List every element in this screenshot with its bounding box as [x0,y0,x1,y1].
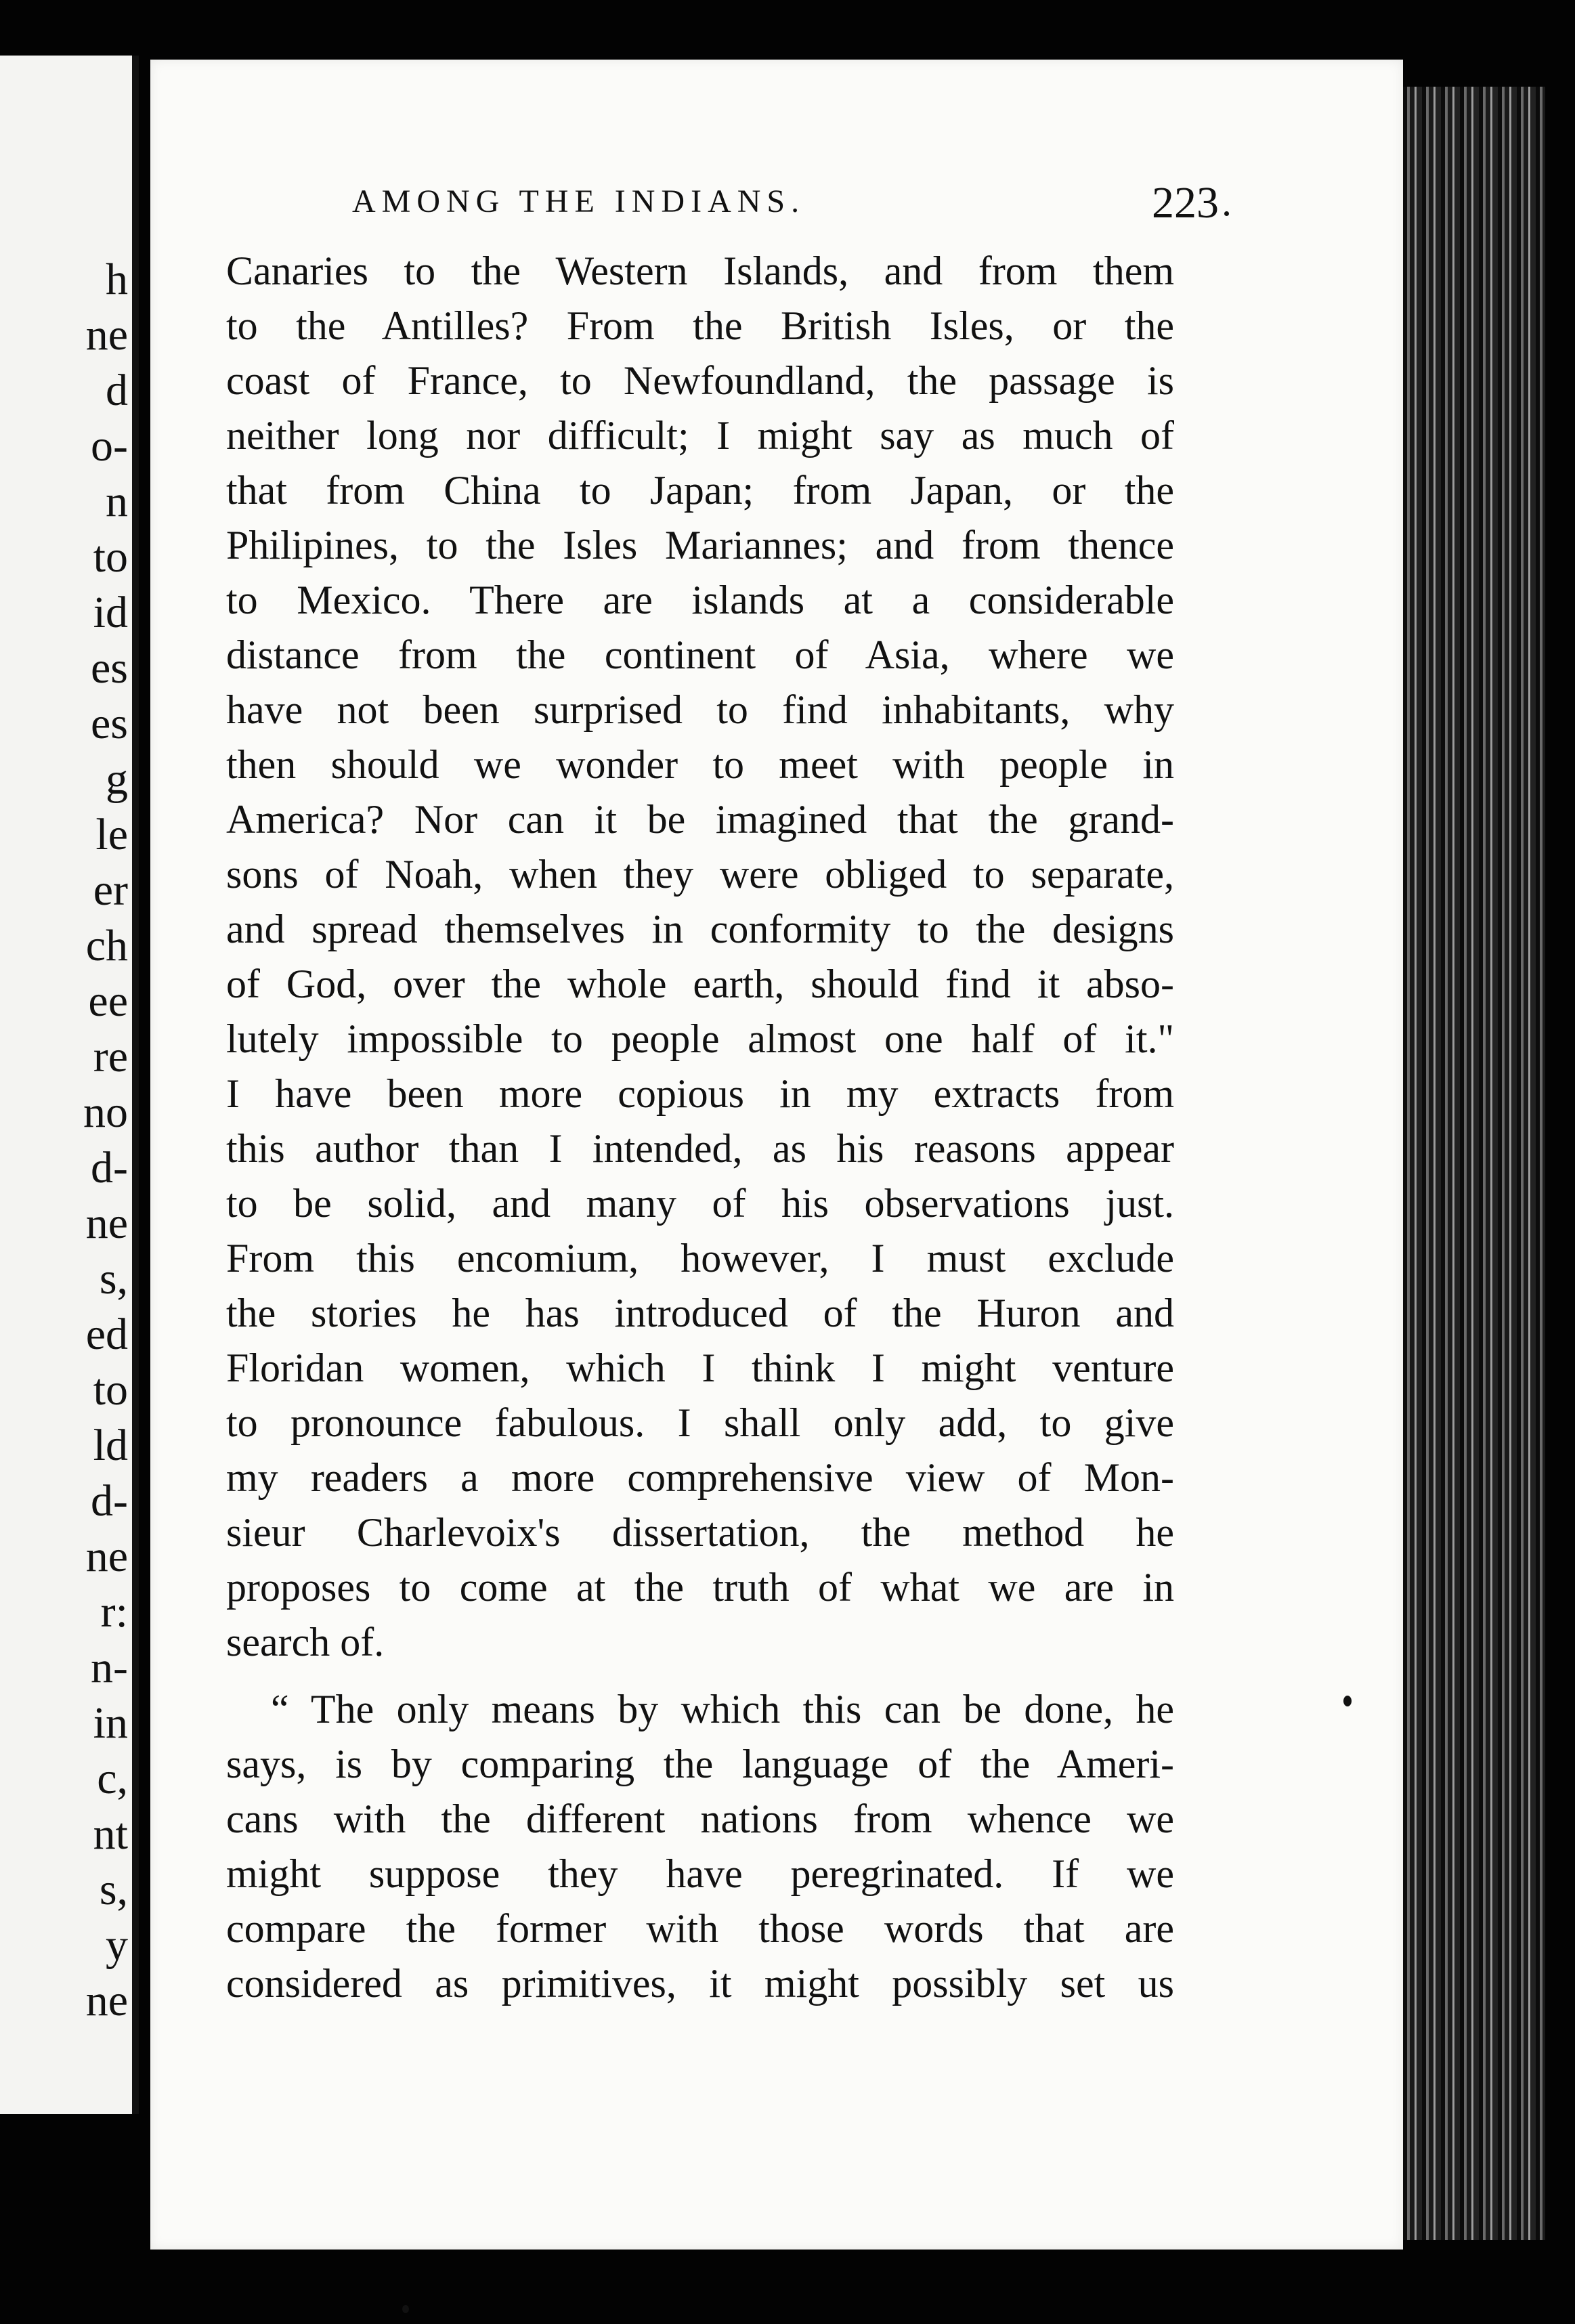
text-line: Floridan women, which I think I might venture [226,1346,1174,1390]
line-fragment: in [93,1698,128,1748]
ink-speck [402,2305,409,2313]
ink-speck [1343,1696,1352,1706]
line-fragment: o- [91,421,128,471]
line-fragment: le [95,810,128,859]
line-fragment: nt [93,1809,128,1859]
text-line: that from China to Japan; from Japan, or the [226,468,1174,513]
text-line: sieur Charlevoix's dissertation, the method he [226,1510,1174,1555]
text-line: says, is by comparing the language of the Ameri- [226,1742,1174,1786]
text-line: sons of Noah, when they were obliged to separate, [226,852,1174,897]
running-title: AMONG THE INDIANS. [352,184,806,219]
text-line: my readers a more comprehensive view of Mon- [226,1455,1174,1500]
line-fragment: id [93,588,128,637]
text-line: Philipines, to the Isles Mariannes; and from thence [226,523,1174,567]
line-fragment: to [93,1365,128,1415]
text-line: “ The only means by which this can be done, he [271,1687,1174,1731]
line-fragment: ee [88,976,128,1026]
text-line: I have been more copious in my extracts from [226,1071,1174,1116]
text-line: the stories he has introduced of the Huron and [226,1291,1174,1335]
text-line: to Mexico. There are islands at a considerable [226,578,1174,622]
line-fragment: d- [91,1476,128,1526]
line-fragment: g [106,754,128,804]
line-fragment: n [106,477,128,526]
text-line: search of. [226,1620,385,1664]
line-fragment: ne [85,1532,128,1581]
line-fragment: n- [91,1643,128,1692]
body-text [226,244,1174,2011]
line-fragment: to [93,532,128,582]
text-line: Canaries to the Western Islands, and from them [226,249,1174,293]
line-fragment: er [93,865,128,915]
text-line: to pronounce fabulous. I shall only add, to give [226,1400,1174,1445]
line-fragment: y [106,1920,128,1970]
facing-page-edge [0,56,139,2114]
line-fragment: no [83,1088,128,1137]
line-fragment: es [91,699,128,748]
text-line: proposes to come at the truth of what we are in [226,1565,1174,1610]
line-fragment: h [106,255,128,304]
line-fragment: r: [100,1587,128,1637]
text-line: to be solid, and many of his observations just. [226,1181,1174,1226]
facing-page-line-endings [0,252,132,2029]
ink-speck [1224,211,1229,216]
text-line: of God, over the whole earth, should find it abso- [226,962,1174,1006]
line-fragment: ch [85,921,128,970]
text-line: distance from the continent of Asia, where we [226,632,1174,677]
text-line: to the Antilles? From the British Isles, or the [226,303,1174,348]
page-number: 223 [1152,178,1219,228]
text-line: might suppose they have peregrinated. If we [226,1851,1174,1896]
text-line: coast of France, to Newfoundland, the passage is [226,358,1174,403]
page-block-edge [1403,87,1545,2240]
line-fragment: ed [85,1310,128,1359]
line-fragment: es [91,643,128,693]
text-line: compare the former with those words that are [226,1906,1174,1951]
text-line: From this encomium, however, I must exclude [226,1236,1174,1281]
text-line: considered as primitives, it might possibly set us [226,1961,1174,2006]
line-fragment: d- [91,1143,128,1192]
text-line: then should we wonder to meet with people in [226,742,1174,787]
text-line: lutely impossible to people almost one half of it." [226,1016,1174,1061]
line-fragment: s, [99,1865,128,1914]
line-fragment: ne [85,310,128,360]
text-line: America? Nor can it be imagined that the grand- [226,797,1174,842]
line-fragment: ne [85,1976,128,2025]
line-fragment: ne [85,1199,128,1248]
text-line: and spread themselves in conformity to the designs [226,907,1174,951]
text-line: cans with the different nations from whence we [226,1796,1174,1841]
running-head [352,178,1219,237]
line-fragment: c, [97,1754,128,1803]
line-fragment: d [106,366,128,415]
line-fragment: ld [93,1421,128,1470]
text-line: have not been surprised to find inhabitants, why [226,687,1174,732]
text-line: this author than I intended, as his reasons appear [226,1126,1174,1171]
line-fragment: s, [99,1254,128,1304]
line-fragment: re [93,1032,128,1081]
text-line: neither long nor difficult; I might say as much of [226,413,1174,458]
